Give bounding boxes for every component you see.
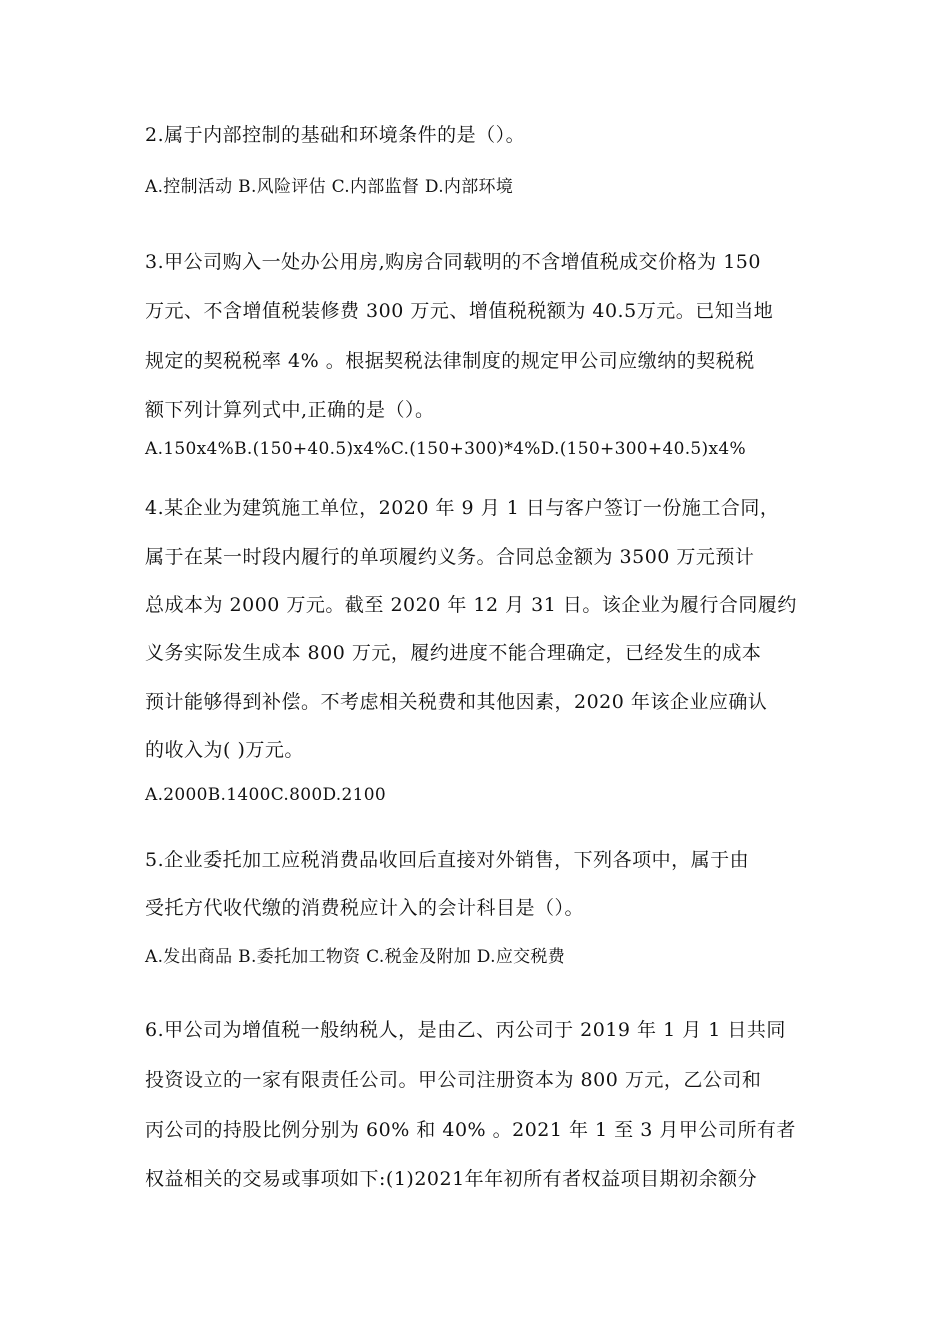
question-5-stem-line-1: 5.企业委托加工应税消费品收回后直接对外销售，下列各项中，属于由: [145, 849, 750, 871]
question-4-stem-line-1: 4.某企业为建筑施工单位，2020 年 9 月 1 日与客户签订一份施工合同，: [145, 497, 780, 519]
question-4-stem-line-5: 预计能够得到补偿。不考虑相关税费和其他因素，2020 年该企业应确认: [145, 691, 768, 713]
question-4-stem-line-4: 义务实际发生成本 800 万元，履约进度不能合理确定，已经发生的成本: [145, 642, 762, 664]
question-5-options: A.发出商品 B.委托加工物资 C.税金及附加 D.应交税费: [145, 947, 566, 967]
question-4-stem-line-6: 的收入为( )万元。: [145, 739, 304, 761]
question-3-options: A.150x4%B.(150+40.5)x4%C.(150+300)*4%D.(150+300+40.5)x4%: [145, 439, 746, 459]
question-4-stem-line-3: 总成本为 2000 万元。截至 2020 年 12 月 31 日。该企业为履行合同履约: [145, 594, 797, 616]
question-3-stem-line-2: 万元、不含增值税装修费 300 万元、增值税税额为 40.5万元。已知当地: [145, 300, 774, 322]
question-6-stem-line-2: 投资设立的一家有限责任公司。甲公司注册资本为 800 万元，乙公司和: [145, 1069, 762, 1091]
question-3-stem-line-3: 规定的契税税率 4% 。根据契税法律制度的规定甲公司应缴纳的契税税: [145, 350, 755, 372]
question-5-stem-line-2: 受托方代收代缴的消费税应计入的会计科目是（）。: [145, 897, 585, 919]
question-3-stem-line-4: 额下列计算列式中,正确的是（）。: [145, 399, 435, 421]
question-2-stem-line-1: 2.属于内部控制的基础和环境条件的是（）。: [145, 124, 526, 146]
question-4-stem-line-2: 属于在某一时段内履行的单项履约义务。合同总金额为 3500 万元预计: [145, 546, 755, 568]
question-6-stem-line-1: 6.甲公司为增值税一般纳税人，是由乙、丙公司于 2019 年 1 月 1 日共同: [145, 1019, 786, 1041]
question-4-options: A.2000B.1400C.800D.2100: [145, 785, 386, 805]
question-3-stem-line-1: 3.甲公司购入一处办公用房,购房合同载明的不含增值税成交价格为 150: [145, 251, 761, 273]
question-6-stem-line-3: 丙公司的持股比例分别为 60% 和 40% 。2021 年 1 至 3 月甲公司所有者: [145, 1119, 796, 1141]
question-2-options: A.控制活动 B.风险评估 C.内部监督 D.内部环境: [145, 177, 514, 197]
question-6-stem-line-4: 权益相关的交易或事项如下:(1)2021年年初所有者权益项目期初余额分: [145, 1168, 758, 1190]
